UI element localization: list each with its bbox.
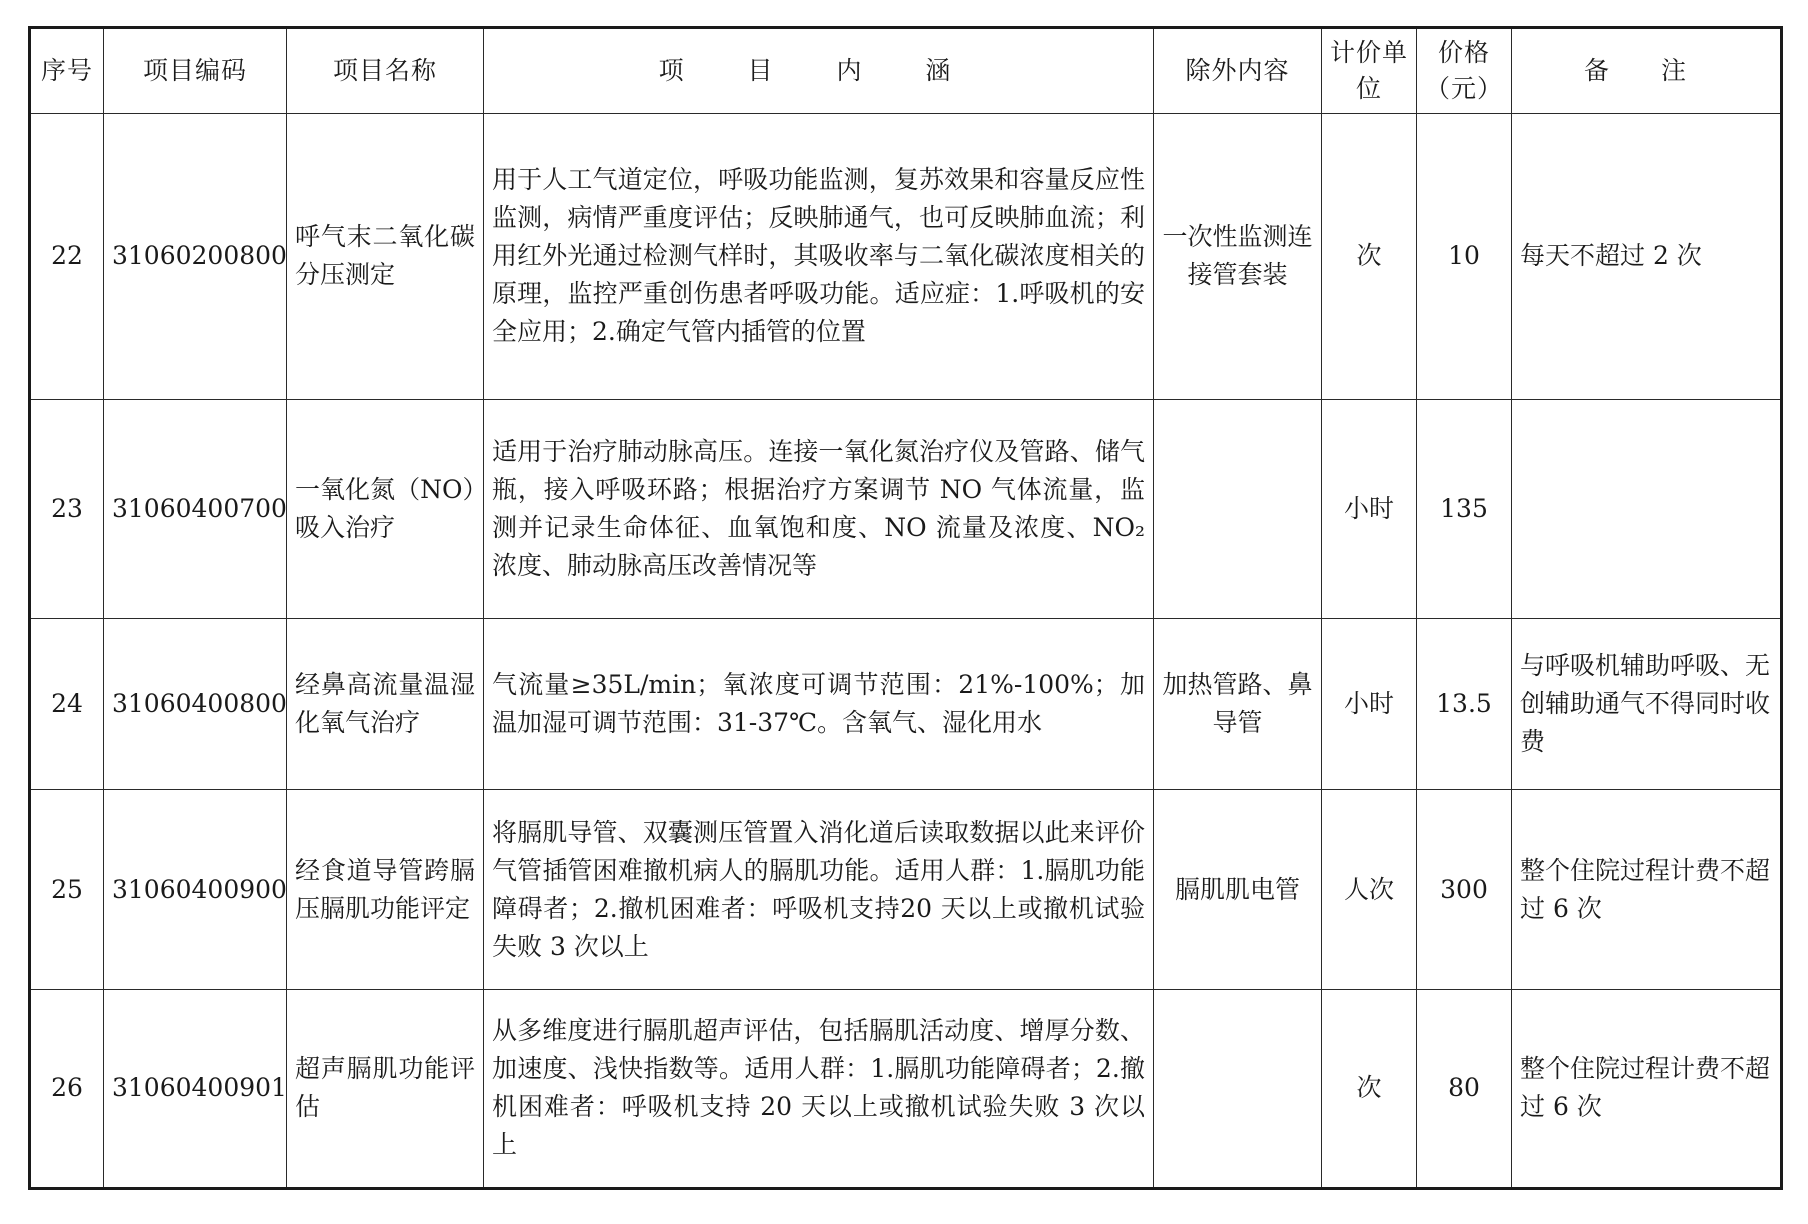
cell-remark: 整个住院过程计费不超过 6 次 [1512,989,1782,1188]
cell-code: 31060400700 [104,399,287,618]
header-seq: 序号 [30,28,104,114]
cell-name: 超声膈肌功能评估 [287,989,484,1188]
table-row [30,399,1782,618]
header-name: 项目名称 [287,28,484,114]
table-body [30,114,1782,1189]
cell-unit: 人次 [1322,790,1417,989]
cell-name: 经食道导管跨膈压膈肌功能评定 [287,790,484,989]
cell-content: 适用于治疗肺动脉高压。连接一氧化氮治疗仪及管路、储气瓶，接入呼吸环路；根据治疗方案调节 NO 气体流量，监测并记录生命体征、血氧饱和度、NO 流量及浓度、NO₂ 浓度、肺动脉高压改善情况等 [484,399,1154,618]
cell-unit: 次 [1322,114,1417,400]
cell-seq: 23 [30,399,104,618]
header-code: 项目编码 [104,28,287,114]
table-row [30,114,1782,400]
cell-price: 13.5 [1417,619,1512,790]
cell-content: 将膈肌导管、双囊测压管置入消化道后读取数据以此来评价气管插管困难撤机病人的膈肌功能。适用人群：1.膈肌功能障碍者；2.撤机困难者：呼吸机支持20 天以上或撤机试验失败 3 次以上 [484,790,1154,989]
cell-seq: 25 [30,790,104,989]
cell-seq: 22 [30,114,104,400]
cell-price: 300 [1417,790,1512,989]
header-unit: 计价单位 [1322,28,1417,114]
cell-unit: 小时 [1322,619,1417,790]
cell-excluded [1154,989,1322,1188]
cell-unit: 小时 [1322,399,1417,618]
header-excluded: 除外内容 [1154,28,1322,114]
header-remark: 备 注 [1512,28,1782,114]
table-row [30,790,1782,989]
cell-seq: 24 [30,619,104,790]
cell-remark [1512,399,1782,618]
cell-remark: 每天不超过 2 次 [1512,114,1782,400]
cell-excluded: 加热管路、鼻导管 [1154,619,1322,790]
cell-remark: 与呼吸机辅助呼吸、无创辅助通气不得同时收费 [1512,619,1782,790]
cell-content: 从多维度进行膈肌超声评估，包括膈肌活动度、增厚分数、加速度、浅快指数等。适用人群：1.膈肌功能障碍者；2.撤机困难者：呼吸机支持 20 天以上或撤机试验失败 3 次以上 [484,989,1154,1188]
price-table-sheet [28,26,1780,1190]
table-header [30,28,1782,114]
cell-code: 31060400900 [104,790,287,989]
medical-service-price-table [28,26,1783,1190]
cell-price: 80 [1417,989,1512,1188]
cell-unit: 次 [1322,989,1417,1188]
cell-name: 一氧化氮（NO）吸入治疗 [287,399,484,618]
cell-name: 经鼻高流量温湿化氧气治疗 [287,619,484,790]
cell-code: 31060400901 [104,989,287,1188]
header-row [30,28,1782,114]
cell-excluded [1154,399,1322,618]
table-row [30,619,1782,790]
cell-content: 气流量≥35L/min；氧浓度可调节范围：21%-100%；加温加湿可调节范围：31-37℃。含氧气、湿化用水 [484,619,1154,790]
cell-excluded: 一次性监测连接管套装 [1154,114,1322,400]
table-row [30,989,1782,1188]
cell-excluded: 膈肌肌电管 [1154,790,1322,989]
cell-content: 用于人工气道定位，呼吸功能监测，复苏效果和容量反应性监测，病情严重度评估；反映肺通气，也可反映肺血流；利用红外光通过检测气样时，其吸收率与二氧化碳浓度相关的原理，监控严重创伤患者呼吸功能。适应症：1.呼吸机的安全应用；2.确定气管内插管的位置 [484,114,1154,400]
header-content: 项 目 内 涵 [484,28,1154,114]
cell-name: 呼气末二氧化碳分压测定 [287,114,484,400]
cell-price: 10 [1417,114,1512,400]
cell-price: 135 [1417,399,1512,618]
cell-seq: 26 [30,989,104,1188]
header-price: 价格（元） [1417,28,1512,114]
cell-code: 31060200800 [104,114,287,400]
cell-remark: 整个住院过程计费不超过 6 次 [1512,790,1782,989]
cell-code: 31060400800 [104,619,287,790]
